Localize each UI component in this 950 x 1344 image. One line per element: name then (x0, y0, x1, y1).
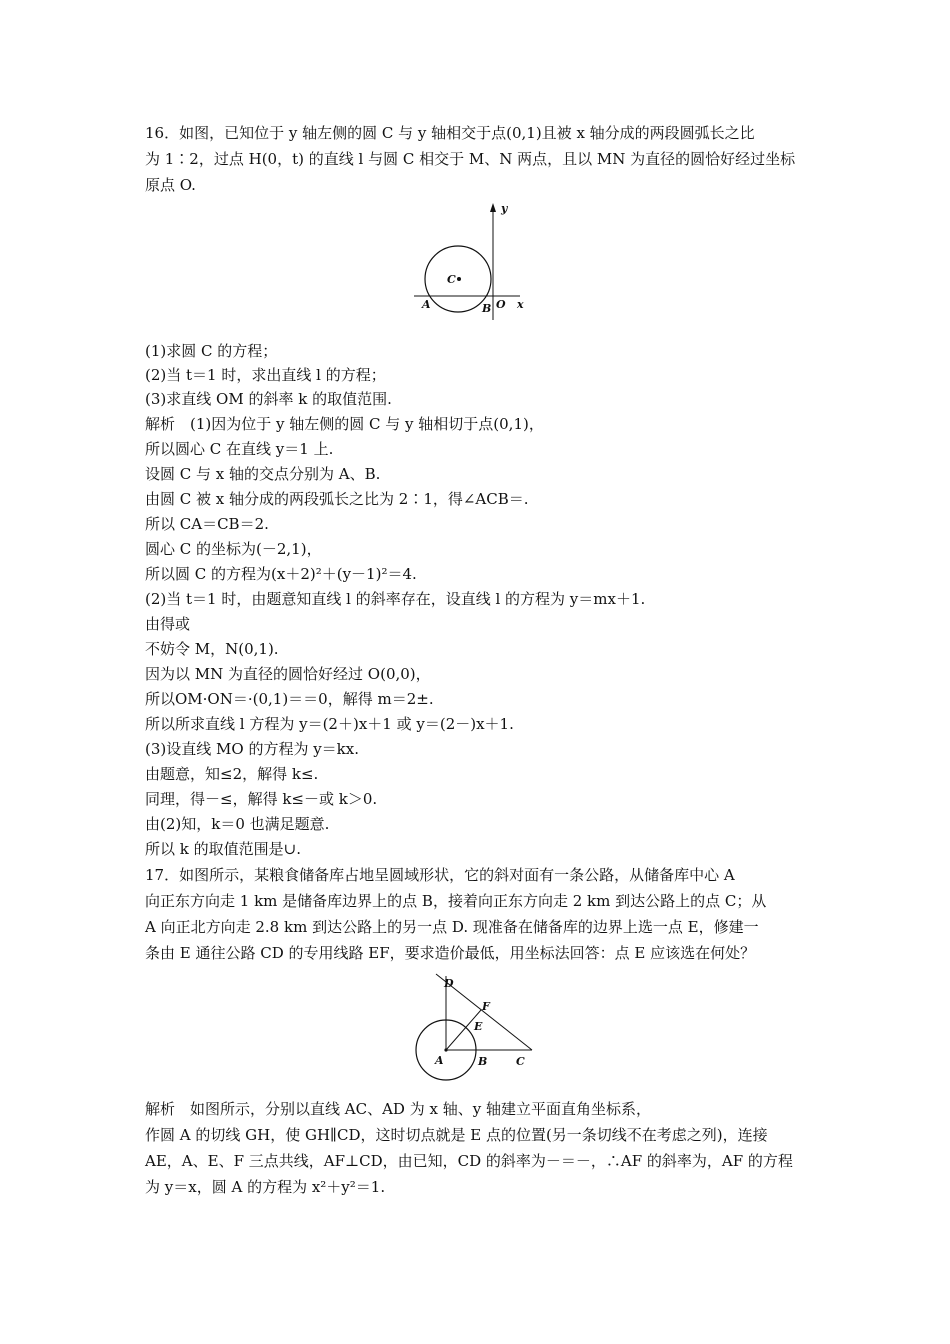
label-b: B (478, 1055, 488, 1068)
p16-solution-line-3: 设圆 C 与 x 轴的交点分别为 A、B. (145, 465, 381, 483)
p16-solution-line-4: 由圆 C 被 x 轴分成的两段弧长之比为 2∶1，得∠ACB＝. (145, 490, 529, 508)
p17-stem-line-3: A 向正北方向走 2.8 km 到达公路上的另一点 D. 现准备在储备库的边界上选一点 E，修建一 (145, 918, 759, 936)
label-b: B (482, 302, 492, 315)
p16-solution-line-11: 因为以 MN 为直径的圆恰好经过 O(0,0)， (145, 665, 431, 683)
p17-solution-line-2: 作圆 A 的切线 GH，使 GH∥CD，这时切点就是 E 点的位置(另一条切线不在考虑之列)，连接 (145, 1126, 768, 1144)
label-a: A (422, 298, 431, 311)
label-e: E (474, 1020, 483, 1033)
label-d: D (444, 977, 454, 990)
label-c: C (516, 1055, 525, 1068)
p16-solution-line-7: 所以圆 C 的方程为(x＋2)²＋(y－1)²＝4. (145, 565, 417, 583)
p16-solution-line-9: 由得或 (145, 615, 191, 633)
p16-solution-line-17: 由(2)知，k＝0 也满足题意. (145, 815, 330, 833)
label-f: F (482, 1000, 490, 1013)
p16-solution-line-14: (3)设直线 MO 的方程为 y＝kx. (145, 740, 359, 758)
p17-solution-line-1: 解析 如图所示，分别以直线 AC、AD 为 x 轴、y 轴建立平面直角坐标系， (145, 1100, 651, 1118)
center-point (457, 277, 461, 281)
p16-solution-line-10: 不妨令 M，N(0,1). (145, 640, 279, 658)
p16-stem-line-1: 16．如图，已知位于 y 轴左侧的圆 C 与 y 轴相交于点(0,1)且被 x 轴分成的两段圆弧长之比 (145, 124, 755, 142)
p16-question-2: (2)当 t＝1 时，求出直线 l 的方程； (145, 366, 386, 384)
p16-solution-line-2: 所以圆心 C 在直线 y＝1 上. (145, 440, 334, 458)
p17-stem-line-2: 向正东方向走 1 km 是储备库边界上的点 B，接着向正东方向走 2 km 到达公路上的点 C；从 (145, 892, 767, 910)
p16-figure (408, 200, 538, 325)
p16-question-3: (3)求直线 OM 的斜率 k 的取值范围. (145, 390, 392, 408)
p16-stem-line-3: 原点 O. (145, 176, 196, 194)
label-o: O (496, 298, 506, 311)
p16-solution-line-15: 由题意，知≤2，解得 k≤. (145, 765, 319, 783)
p17-stem-line-4: 条由 E 通往公路 CD 的专用线路 EF，要求造价最低，用坐标法回答：点 E 应该选在何处？ (145, 944, 756, 962)
p16-stem-line-2: 为 1∶2，过点 H(0，t) 的直线 l 与圆 C 相交于 M、N 两点，且以 MN 为直径的圆恰好经过坐标 (145, 150, 796, 168)
p17-solution-line-4: 为 y＝x，圆 A 的方程为 x²＋y²＝1. (145, 1178, 386, 1196)
p16-solution-line-5: 所以 CA＝CB＝2. (145, 515, 269, 533)
p16-solution-line-8: (2)当 t＝1 时，由题意知直线 l 的斜率存在，设直线 l 的方程为 y＝mx＋1. (145, 590, 646, 608)
p16-solution-line-6: 圆心 C 的坐标为(－2,1)， (145, 540, 322, 558)
p17-stem-line-1: 17．如图所示，某粮食储备库占地呈圆域形状，它的斜对面有一条公路，从储备库中心 A (145, 866, 735, 884)
y-axis-arrow (490, 203, 496, 212)
label-a: A (435, 1054, 444, 1067)
p17-figure (410, 970, 540, 1086)
label-c: C (447, 273, 456, 286)
p16-solution-line-16: 同理，得－≤，解得 k≤－或 k＞0. (145, 790, 378, 808)
p16-solution-line-1: 解析 (1)因为位于 y 轴左侧的圆 C 与 y 轴相切于点(0,1)， (145, 415, 544, 433)
p16-question-1: (1)求圆 C 的方程； (145, 342, 278, 360)
p16-solution-line-13: 所以所求直线 l 方程为 y＝(2＋)x＋1 或 y＝(2－)x＋1. (145, 715, 514, 733)
p17-solution-line-3: AE，A、E、F 三点共线，AF⊥CD，由已知，CD 的斜率为－＝－，∴AF 的斜率为，AF 的方程 (145, 1152, 793, 1170)
p16-solution-line-18: 所以 k 的取值范围是∪. (145, 840, 301, 858)
label-y: y (501, 202, 508, 215)
center-a (444, 1048, 447, 1051)
label-x: x (517, 298, 524, 311)
p16-solution-line-12: 所以OM·ON＝·(0,1)＝＝0，解得 m＝2±. (145, 690, 434, 708)
